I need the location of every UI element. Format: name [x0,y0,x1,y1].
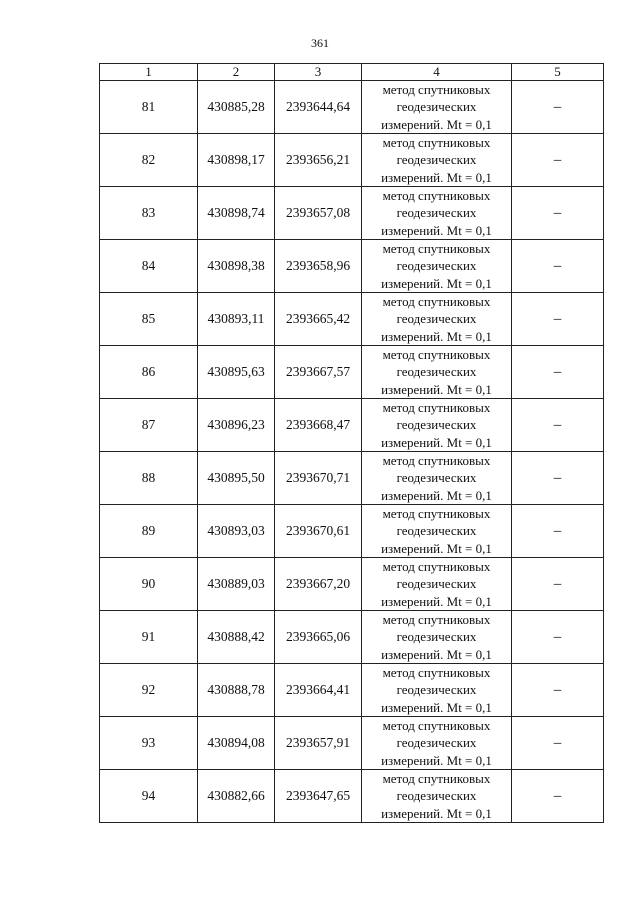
coordinate-y: 2393670,71 [275,452,362,505]
method-line: геодезических [396,523,477,539]
method-line: измерений. Mt = 0,1 [381,487,492,503]
method-line: метод спутниковых [382,188,491,204]
coordinate-y: 2393665,42 [275,293,362,346]
column-5-value: – [512,240,604,293]
method-line: метод спутниковых [382,612,491,628]
method-line: метод спутниковых [382,559,491,575]
column-5-value: – [512,187,604,240]
method-line: геодезических [396,629,477,645]
method-line: измерений. Mt = 0,1 [381,540,492,556]
method-line: метод спутниковых [382,506,491,522]
point-number: 90 [100,558,198,611]
point-number: 82 [100,134,198,187]
method-line: геодезических [396,470,477,486]
method-line: метод спутниковых [382,241,491,257]
point-number: 88 [100,452,198,505]
method-description [362,134,512,187]
table-row [100,346,604,399]
method-description [362,81,512,134]
point-number: 94 [100,770,198,823]
method-description [362,346,512,399]
method-line: измерений. Mt = 0,1 [381,646,492,662]
column-5-value: – [512,505,604,558]
coordinate-y: 2393670,61 [275,505,362,558]
coordinate-x: 430898,74 [198,187,275,240]
method-description [362,717,512,770]
coordinate-x: 430893,03 [198,505,275,558]
method-description [362,187,512,240]
method-line: измерений. Mt = 0,1 [381,593,492,609]
method-line: метод спутниковых [382,135,491,151]
method-line: геодезических [396,576,477,592]
method-line: геодезических [396,788,477,804]
method-line: геодезических [396,99,477,115]
method-line: метод спутниковых [382,347,491,363]
method-description [362,293,512,346]
coordinate-x: 430895,50 [198,452,275,505]
coordinate-x: 430895,63 [198,346,275,399]
method-line: геодезических [396,682,477,698]
column-5-value: – [512,134,604,187]
point-number: 91 [100,611,198,664]
method-description [362,240,512,293]
point-number: 89 [100,505,198,558]
point-number: 87 [100,399,198,452]
column-5-value: – [512,399,604,452]
point-number: 84 [100,240,198,293]
method-line: метод спутниковых [382,718,491,734]
coordinate-x: 430889,03 [198,558,275,611]
table-row [100,611,604,664]
coordinate-x: 430898,17 [198,134,275,187]
table-row [100,240,604,293]
point-number: 85 [100,293,198,346]
coordinate-y: 2393656,21 [275,134,362,187]
column-5-value: – [512,452,604,505]
method-line: измерений. Mt = 0,1 [381,752,492,768]
column-5-value: – [512,770,604,823]
table-row [100,187,604,240]
coordinates-table [99,63,604,823]
coordinate-y: 2393644,64 [275,81,362,134]
coordinate-y: 2393667,20 [275,558,362,611]
column-5-value: – [512,611,604,664]
point-number: 83 [100,187,198,240]
table-row [100,505,604,558]
header-col-4: 4 [362,64,512,81]
method-line: геодезических [396,258,477,274]
method-description [362,664,512,717]
method-line: измерений. Mt = 0,1 [381,169,492,185]
point-number: 86 [100,346,198,399]
coordinate-y: 2393657,91 [275,717,362,770]
coordinate-x: 430888,78 [198,664,275,717]
column-5-value: – [512,293,604,346]
method-line: метод спутниковых [382,453,491,469]
method-description [362,770,512,823]
coordinate-y: 2393647,65 [275,770,362,823]
point-number: 93 [100,717,198,770]
method-line: измерений. Mt = 0,1 [381,381,492,397]
table-row [100,558,604,611]
column-5-value: – [512,81,604,134]
coordinate-y: 2393658,96 [275,240,362,293]
header-col-2: 2 [198,64,275,81]
coordinate-x: 430882,66 [198,770,275,823]
table-row [100,293,604,346]
method-line: измерений. Mt = 0,1 [381,328,492,344]
column-5-value: – [512,717,604,770]
table-row [100,81,604,134]
coordinate-x: 430896,23 [198,399,275,452]
method-line: геодезических [396,205,477,221]
method-description [362,399,512,452]
table-row [100,399,604,452]
method-line: метод спутниковых [382,82,491,98]
header-row [100,64,604,81]
page-number: 361 [311,36,329,50]
method-line: метод спутниковых [382,665,491,681]
method-description [362,558,512,611]
column-5-value: – [512,664,604,717]
table-row [100,664,604,717]
method-line: измерений. Mt = 0,1 [381,116,492,132]
column-5-value: – [512,558,604,611]
point-number: 92 [100,664,198,717]
method-line: геодезических [396,417,477,433]
method-line: измерений. Mt = 0,1 [381,434,492,450]
coordinate-y: 2393667,57 [275,346,362,399]
coordinate-y: 2393668,47 [275,399,362,452]
method-line: измерений. Mt = 0,1 [381,805,492,821]
method-line: геодезических [396,311,477,327]
point-number: 81 [100,81,198,134]
method-line: геодезических [396,364,477,380]
method-description [362,611,512,664]
coordinate-x: 430893,11 [198,293,275,346]
method-line: геодезических [396,735,477,751]
method-line: метод спутниковых [382,400,491,416]
coordinate-x: 430888,42 [198,611,275,664]
method-line: геодезических [396,152,477,168]
method-line: метод спутниковых [382,771,491,787]
coordinate-x: 430898,38 [198,240,275,293]
coordinate-x: 430894,08 [198,717,275,770]
coordinate-y: 2393664,41 [275,664,362,717]
method-line: измерений. Mt = 0,1 [381,699,492,715]
method-description [362,505,512,558]
method-line: измерений. Mt = 0,1 [381,222,492,238]
header-col-3: 3 [275,64,362,81]
coordinate-y: 2393665,06 [275,611,362,664]
method-line: измерений. Mt = 0,1 [381,275,492,291]
table-row [100,134,604,187]
table-row [100,770,604,823]
header-col-5: 5 [512,64,604,81]
coordinate-y: 2393657,08 [275,187,362,240]
method-description [362,452,512,505]
table-row [100,452,604,505]
table-row [100,717,604,770]
table-body [100,81,604,823]
method-line: метод спутниковых [382,294,491,310]
column-5-value: – [512,346,604,399]
header-col-1: 1 [100,64,198,81]
coordinate-x: 430885,28 [198,81,275,134]
